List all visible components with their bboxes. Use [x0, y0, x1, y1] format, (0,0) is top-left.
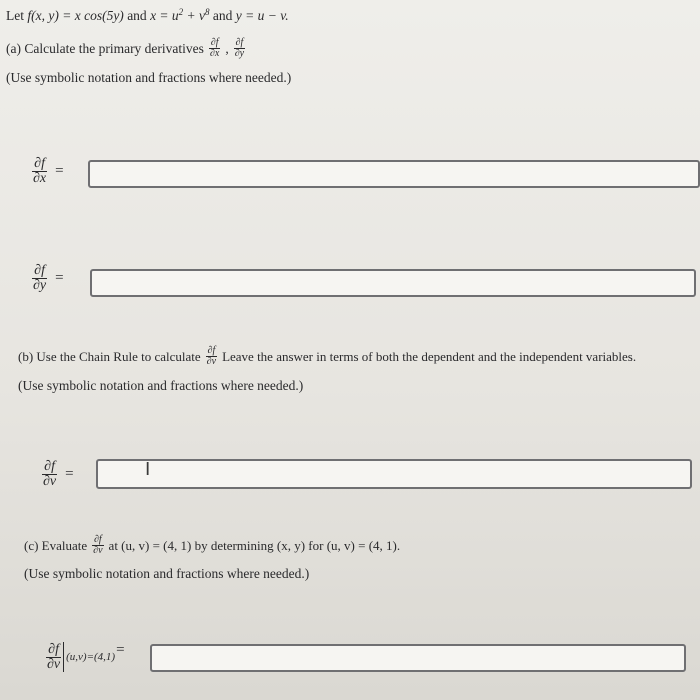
equals-sign: =: [65, 466, 74, 482]
y-definition: y = u − v.: [235, 8, 289, 23]
part-b-prompt: [18, 346, 636, 367]
dfdy-answer-input[interactable]: [90, 269, 696, 297]
dfdx-answer-input[interactable]: [88, 160, 700, 188]
df-dy-fraction: $\frac{\partial f}{\partial y}$: [234, 37, 245, 59]
df-dv-fraction: $\frac{\partial f}{\partial v}$: [206, 345, 217, 367]
part-b-prompt-start: (b) Use the Chain Rule to calculate: [18, 348, 201, 364]
and-word-1: and: [127, 8, 147, 23]
dfdv-label: [42, 460, 74, 489]
part-b-note: (Use symbolic notation and fractions where needed.): [18, 378, 304, 393]
equals-sign: =: [55, 163, 64, 179]
text-cursor-icon: I: [145, 459, 151, 480]
part-a-note: (Use symbolic notation and fractions where needed.): [6, 70, 292, 85]
part-c-prompt-start: (c) Evaluate: [24, 537, 88, 553]
part-c-prompt: [24, 535, 400, 556]
df-dv-fraction: $\frac{\partial f}{\partial v}$: [93, 534, 103, 556]
dfdx-label: [32, 157, 64, 186]
part-a-prompt: [6, 38, 245, 59]
df-dv-symbol: $\frac{\partial f}{\partial v}$: [47, 641, 61, 672]
evaluation-bar: [63, 642, 64, 672]
df-dx-fraction: $\frac{\partial f}{\partial x}$: [209, 37, 220, 59]
dfdy-label: [32, 264, 64, 293]
function-definition: f(x, y) = x cos(5y): [27, 8, 124, 23]
dfdv-answer-input[interactable]: [96, 459, 692, 489]
evaluated-derivative-label: [46, 642, 125, 672]
comma: ,: [225, 40, 229, 56]
x-definition: $x = u^2 + v^8$: [150, 7, 210, 23]
evaluated-answer-input[interactable]: [150, 644, 686, 672]
df-dv-symbol: $\frac{\partial f}{\partial v}$: [43, 459, 57, 489]
part-c-note: (Use symbolic notation and fractions where needed.): [24, 566, 310, 581]
part-c-prompt-mid: at (u, v) = (4, 1) by determining (x, y) for (u, v) = (4, 1).: [108, 537, 401, 553]
intro-let: Let: [6, 8, 24, 23]
equals-sign: =: [116, 641, 125, 658]
problem-statement: [6, 8, 289, 24]
equals-sign: =: [55, 270, 64, 286]
df-dy-symbol: $\frac{\partial f}{\partial y}$: [33, 263, 47, 293]
part-b-prompt-end: Leave the answer in terms of both the dependent and the independent variables.: [222, 348, 637, 364]
evaluation-point: (u,v)=(4,1): [66, 651, 116, 663]
and-word-2: and: [212, 8, 233, 23]
part-a-prompt-text: (a) Calculate the primary derivatives: [6, 40, 204, 56]
df-dx-symbol: $\frac{\partial f}{\partial x}$: [33, 156, 47, 186]
